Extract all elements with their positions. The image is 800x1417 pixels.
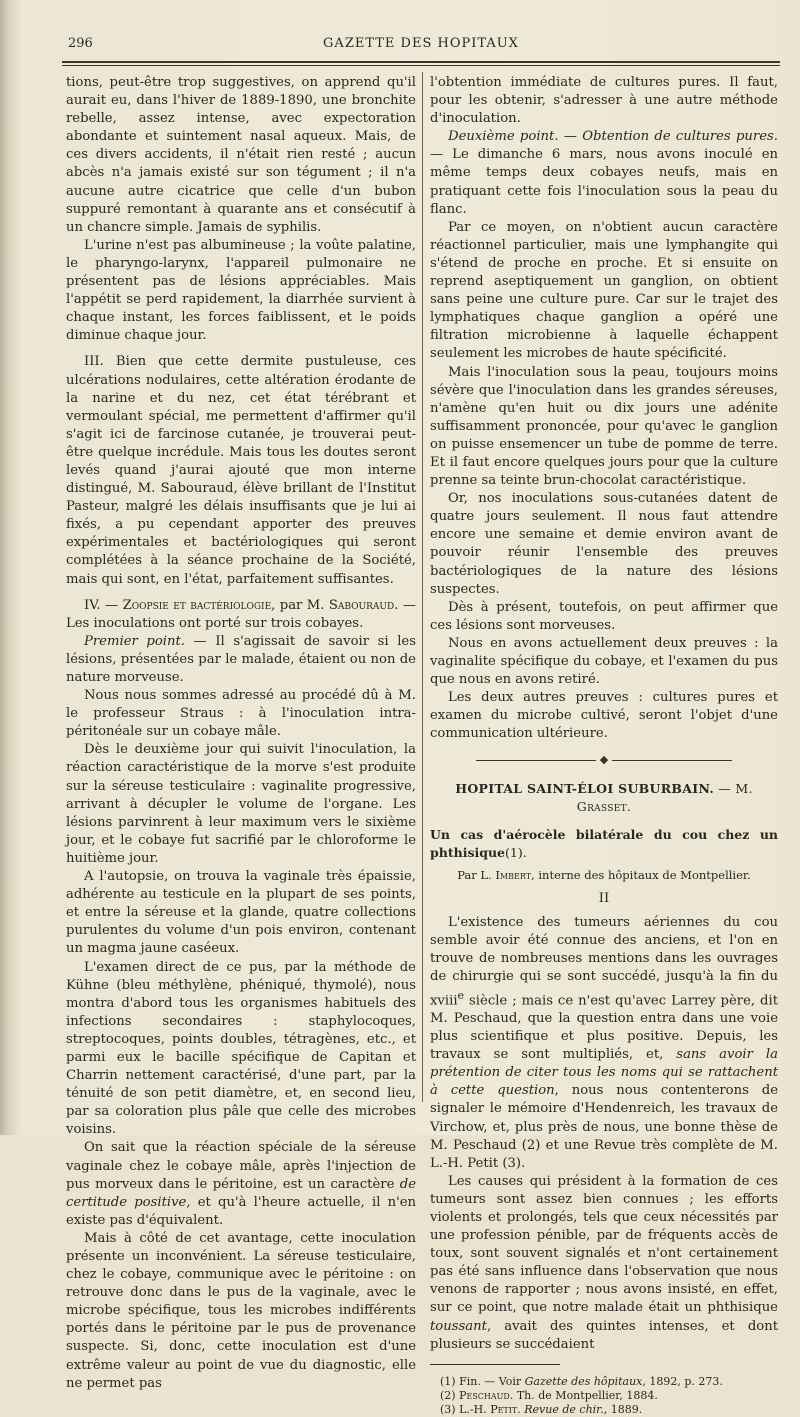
paragraph: l'obtention immédiate de cultures pures. Il faut, pour les obtenir, s'adresser à une autre méthode d'inoculation. bbox=[430, 75, 778, 127]
paragraph: Les causes qui président à la formation de ces tumeurs sont assez bien connues ; les efforts violents et prolongés, tels que ceux nécessités par une profession pénible, par de fréquents accès de toux, sont souvent signalés et n'ont certainement pas été sans influence dans l'observation que nous venons de rapporter ; nous avons insisté, en effet, sur ce point, que notre malade était un phthisique toussant, avait des quintes intenses, et dont plusieurs se succédaient bbox=[430, 1173, 778, 1352]
footnote: (2) Peschaud. Th. de Montpellier, 1884. bbox=[440, 1388, 658, 1402]
header-rule-thick bbox=[62, 61, 780, 63]
paragraph: L'existence des tumeurs aériennes du cou semble avoir été connue des anciens, et l'on en trouve de nombreuses mentions dans les ouvrages de chirurgie qui se sont succédé, jusqu'à la fin du xviii$^e$ siècle ; mais ce n'est qu'avec Larrey père, dit M. Peschaud, que la question entra dans une voie plus scientifique et plus positive. Depuis, les travaux se sont multipliés, et, sans avoir la prétention de citer tous les noms qui se rattachent à cette question, nous nous contenterons de signaler le mémoire d'Hendenreich, les travaux de Virchow, et, plus près de nous, une bonne thèse de M. Peschaud (2) et une Revue très complète de M. L.-H. Petit (3). bbox=[430, 915, 778, 1171]
hospital-heading: HOPITAL SAINT-ÉLOI SUBURBAIN. — M. Grasset. bbox=[455, 780, 753, 814]
paragraph: Or, nos inoculations sous-cutanées datent de quatre jours seulement. Il nous faut attendre encore une semaine et demie environ avant de pouvoir réunir l'ensemble des preuves bactériologiques de la nature des lésions suspectes. bbox=[430, 491, 778, 597]
paragraph: Dès le deuxième jour qui suivit l'inoculation, la réaction caractéristique de la morve s'est produite sur la séreuse testiculaire : vaginalite progressive, arrivant à décupler le volume de l'organe. Les lésions parvinrent à leur maximum vers le sixième jour, et le cobaye fut sacrifié par le chloroforme le huitième jour. bbox=[66, 742, 416, 866]
column-separator bbox=[422, 72, 423, 1102]
footnote-rule bbox=[430, 1364, 560, 1365]
page-header bbox=[62, 36, 780, 58]
section-heading-paragraph: IV. — Zoopsie et bactériologie, par M. Sabouraud. — Les inoculations ont porté sur trois cobayes. bbox=[66, 597, 416, 631]
article-byline: Par L. Imbert, interne des hôpitaux de Montpellier. bbox=[457, 867, 751, 882]
paragraph: Mais l'inoculation sous la peau, toujours moins sévère que l'inoculation dans les grandes séreuses, n'amène qu'en huit ou dix jours une adénite suffisamment prononcée, pour qu'avec le ganglion on puisse ensemencer un tube de pomme de terre. Et il faut encore quelques jours pour que la culture prenne sa teinte brun-chocolat caractéristique. bbox=[430, 364, 778, 489]
paragraph: Deuxième point. — Obtention de cultures pures. — Le dimanche 6 mars, nous avons inoculé en même temps deux cobayes neufs, mais en pratiquant cette fois l'inoculation sous la peau du flanc. bbox=[430, 129, 778, 217]
footnote: (3) L.-H. Petit. Revue de chir., 1889. bbox=[440, 1402, 643, 1416]
right-column bbox=[430, 74, 778, 1417]
paragraph: Nous en avons actuellement deux preuves : la vaginalite spécifique du cobaye, et l'examen du pus que nous en avons retiré. bbox=[430, 635, 778, 688]
paragraph: Nous nous sommes adressé au procédé dû à M. le professeur Straus : à l'inoculation intra-péritonéale sur un cobaye mâle. bbox=[66, 688, 416, 740]
paragraph: A l'autopsie, on trouva la vaginale très épaissie, adhérente au testicule en la plupart de ses points, et entre la séreuse et la glande, quatre collections purulentes du volume d'un pois environ, contenant un magma jaune caséeux. bbox=[66, 869, 416, 957]
paragraph: Mais à côté de cet avantage, cette inoculation présente un inconvénient. La séreuse testiculaire, chez le cobaye, communique avec le péritoine : on retrouve donc dans le pus de la vaginale, avec le microbe spécifique, tous les microbes indifférents portés dans le péritoine par le pus de provenance suspecte. Si, donc, cette inoculation est d'une extrême valeur au point de vue du diagnostic, elle ne permet pas bbox=[66, 1230, 416, 1391]
running-title: GAZETTE DES HOPITAUX bbox=[323, 36, 519, 51]
section-number: II bbox=[598, 891, 610, 907]
paragraph: L'urine n'est pas albumineuse ; la voûte palatine, le pharyngo-larynx, l'appareil pulmonaire ne présentent pas de lésions appréciables. Mais l'appétit se perd rapidement, la diarrhée survient à chaque instant, les forces faiblissent, et le poids diminue chaque jour. bbox=[66, 237, 416, 344]
article-title: Un cas d'aérocèle bilatérale du cou chez un phthisique(1). bbox=[430, 826, 778, 860]
page-number: 296 bbox=[68, 36, 93, 51]
paragraph: On sait que la réaction spéciale de la séreuse vaginale chez le cobaye mâle, après l'injection de pus morveux dans le péritoine, est un caractère de certitude positive, et qu'à l'heure actuelle, il n'en existe pas d'équivalent. bbox=[66, 1140, 416, 1228]
header-rule-thin bbox=[62, 65, 780, 66]
paragraph: tions, peut-être trop suggestives, on apprend qu'il aurait eu, dans l'hiver de 1889-1890, une bronchite rebelle, assez intense, avec expectoration abondante et suintement nasal aqueux. Mais, de ces divers accidents, il n'était rien resté ; aucun abcès n'a jamais existé sur son tégument ; il n'a aucune autre cicatrice que celle d'un bubon suppuré remontant à quarante ans et consécutif à un chancre simple. Jamais de syphilis. bbox=[66, 75, 416, 235]
footnote: (1) Fin. — Voir Gazette des hôpitaux, 1892, p. 273. bbox=[440, 1374, 723, 1388]
paragraph: Par ce moyen, on n'obtient aucun caractère réactionnel particulier, mais une lymphangite qui s'étend de proche en proche. Et si ensuite on reprend aseptiquement un ganglion, on obtient sans peine une culture pure. Car sur le trajet des lymphatiques chaque ganglion a opéré une filtration microbienne à laquelle échappent seulement les microbes de haute spécificité. bbox=[430, 219, 778, 362]
left-column bbox=[66, 74, 416, 1393]
section-ornament: ◆ bbox=[430, 751, 778, 769]
paragraph: Premier point. — Il s'agissait de savoir si les lésions, présentées par le malade, étaient ou non de nature morveuse. bbox=[66, 633, 416, 685]
paragraph: Dès à présent, toutefois, on peut affirmer que ces lésions sont morveuses. bbox=[430, 599, 778, 633]
paragraph: Les deux autres preuves : cultures pures et examen du microbe cultivé, seront l'objet d'une communication ultérieure. bbox=[430, 690, 778, 742]
paragraph: L'examen direct de ce pus, par la méthode de Kühne (bleu méthylène, phéniqué, thymolé), nous montra d'abord tous les organismes habituels des infections secondaires : staphylocoques, streptocoques, points doubles, tétragènes, etc., et parmi eux le bacille spécifique de Capitan et Charrin nettement caractérisé, d'une part, par la ténuité de son petit diamètre, et, en second lieu, par sa coloration plus pâle que celle des microbes voisins. bbox=[66, 959, 416, 1138]
paragraph: III. Bien que cette dermite pustuleuse, ces ulcérations nodulaires, cette altération érodante de la narine et du nez, cet état térébrant et vermoulant spécial, me permettent d'affirmer qu'il s'agit ici de farcinose cutanée, je trouverai peut-être quelque incrédule. Mais tous les doutes seront levés quand j'aurai ajouté que mon interne distingué, M. Sabouraud, élève brillant de l'Institut Pasteur, malgré les délais insuffisants que je lui ai fixés, a pu cependant apporter des preuves expérimentales et bactériologiques qui seront complétées à la séance prochaine de la Société, mais qui sont, en l'état, parfaitement suffisantes. bbox=[66, 354, 416, 587]
